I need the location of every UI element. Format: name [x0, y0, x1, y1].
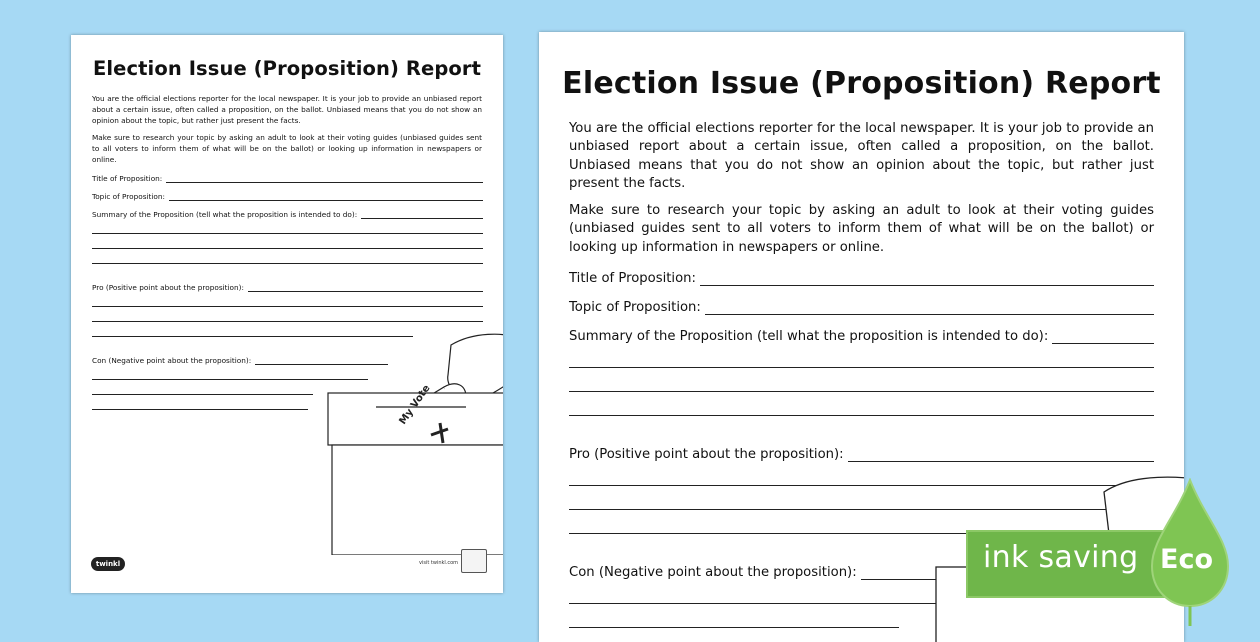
topic-line[interactable] [169, 200, 483, 201]
pro-line[interactable] [248, 291, 483, 292]
summary-label: Summary of the Proposition (tell what the proposition is intended to do): [569, 329, 1049, 345]
summary-line[interactable] [92, 234, 483, 249]
topic-label: Topic of Proposition: [92, 192, 165, 201]
con-label: Con (Negative point about the proposition): [92, 356, 252, 365]
topic-field[interactable] [92, 191, 483, 201]
summary-field[interactable] [92, 209, 483, 219]
summary-line[interactable] [361, 218, 483, 219]
title-line[interactable] [166, 182, 483, 183]
summary-label: Summary of the Proposition (tell what the proposition is intended to do): [92, 210, 358, 219]
topic-label: Topic of Proposition: [569, 300, 701, 316]
intro-paragraph: You are the official elections reporter for the local newspaper. It is your job to provide an unbiased report about a certain issue, often called a proposition, on the ballot. Unbiased means that you do not show an opinion about the topic, but rather just present the facts. [92, 94, 482, 125]
con-line[interactable] [92, 380, 313, 395]
page-title: Election Issue (Proposition) Report [562, 66, 1161, 101]
twinkl-logo: twinkl [91, 557, 125, 571]
topic-line[interactable] [705, 314, 1154, 315]
pro-line[interactable] [92, 292, 483, 307]
title-line[interactable] [700, 285, 1154, 286]
eco-label: Eco [1160, 544, 1213, 575]
title-field[interactable] [569, 268, 1154, 286]
con-line[interactable] [92, 395, 308, 410]
instructions-paragraph: Make sure to research your topic by asking an adult to look at their voting guides (unbiased guides sent to all voters to inform them of what will be on the ballot) or looking up information in newspapers or online. [92, 133, 482, 164]
pro-line[interactable] [92, 307, 483, 322]
instructions-paragraph: Make sure to research your topic by asking an adult to look at their voting guides (unbiased guides sent to all voters to inform them of what will be on the ballot) or looking up information in newspapers or online. [569, 203, 1154, 255]
pro-label: Pro (Positive point about the proposition): [92, 283, 244, 292]
title-label: Title of Proposition: [569, 271, 696, 287]
summary-line[interactable] [92, 249, 483, 264]
topic-field[interactable] [569, 297, 1154, 315]
quality-badge-icon [461, 549, 487, 573]
footer-url: visit twinkl.com [419, 560, 459, 566]
pro-field[interactable] [92, 282, 483, 292]
pro-label: Pro (Positive point about the proposition): [569, 447, 844, 463]
con-line[interactable] [569, 604, 899, 628]
ballot-label: My Vote [397, 383, 433, 427]
summary-line[interactable] [92, 219, 483, 234]
summary-field[interactable] [569, 326, 1154, 344]
ballot-box-illustration [326, 325, 503, 555]
pro-line[interactable] [848, 461, 1154, 462]
title-field[interactable] [92, 173, 483, 183]
page-title: Election Issue (Proposition) Report [92, 57, 482, 80]
con-label: Con (Negative point about the proposition): [569, 565, 857, 581]
summary-line[interactable] [569, 368, 1154, 392]
summary-line[interactable] [1052, 343, 1154, 344]
intro-paragraph: You are the official elections reporter for the local newspaper. It is your job to provide an unbiased report about a certain issue, often called a proposition, on the ballot. Unbiased means that you do not show an opinion about the topic, but rather just present the facts. [569, 121, 1154, 191]
con-line[interactable] [569, 628, 891, 642]
pro-field[interactable] [569, 444, 1154, 462]
summary-line[interactable] [569, 392, 1154, 416]
title-label: Title of Proposition: [92, 174, 163, 183]
summary-line[interactable] [569, 344, 1154, 368]
ink-saving-label: ink saving [983, 540, 1139, 575]
worksheet-thumbnail[interactable] [71, 35, 503, 593]
